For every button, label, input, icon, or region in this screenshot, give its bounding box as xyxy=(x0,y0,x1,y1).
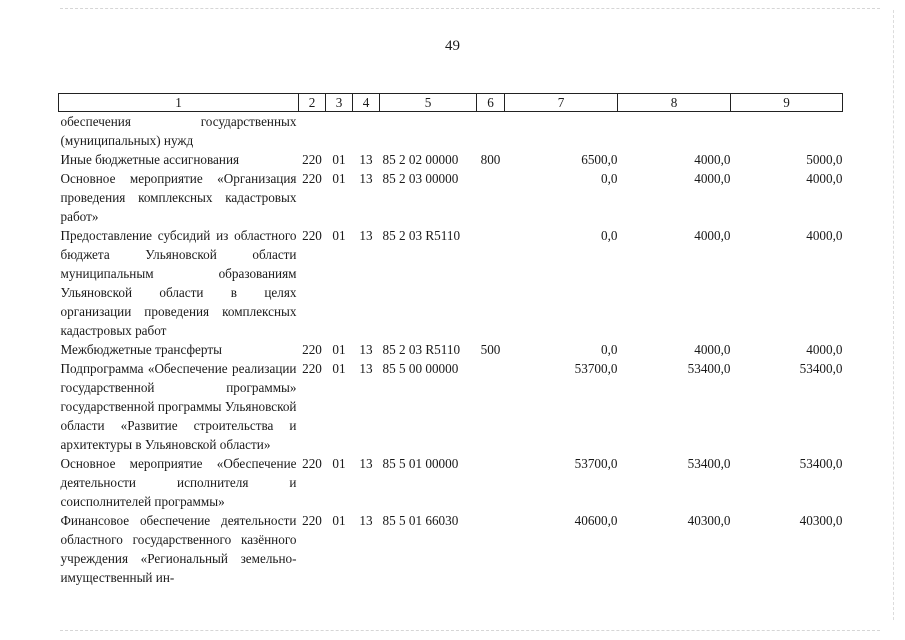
row-code-2: 220 xyxy=(302,342,322,357)
row-code-5: 85 2 03 R5110 xyxy=(382,342,461,357)
row-code-5 xyxy=(380,112,477,151)
table-row xyxy=(59,454,843,511)
header-col-5: 5 xyxy=(380,94,477,112)
header-col-8: 8 xyxy=(618,94,731,112)
row-value-7: 6500,0 xyxy=(581,152,618,167)
row-value-9: 4000,0 xyxy=(806,342,843,357)
row-code-5: 85 5 01 66030 xyxy=(382,513,459,528)
row-code-2: 220 xyxy=(302,361,322,376)
header-col-6: 6 xyxy=(477,94,505,112)
row-value-9: 5000,0 xyxy=(806,152,843,167)
row-code-4: 13 xyxy=(359,513,373,528)
table-row xyxy=(59,169,843,226)
row-code-4: 13 xyxy=(359,152,373,167)
table-row xyxy=(59,359,843,454)
table-row xyxy=(59,150,843,169)
row-code-6 xyxy=(477,454,505,511)
row-name: Межбюджетные трансферты xyxy=(60,342,222,357)
row-value-8: 40300,0 xyxy=(687,513,731,528)
table-row xyxy=(59,340,843,359)
header-col-4: 4 xyxy=(353,94,380,112)
row-name: Иные бюджетные ассигнования xyxy=(60,152,240,167)
header-col-7: 7 xyxy=(505,94,618,112)
table-row xyxy=(59,226,843,340)
row-code-3: 01 xyxy=(332,361,346,376)
scan-edge-top xyxy=(60,8,880,9)
row-value-9: 53400,0 xyxy=(799,456,843,471)
row-code-4: 13 xyxy=(359,171,373,186)
row-code-3: 01 xyxy=(332,228,346,243)
row-code-4: 13 xyxy=(359,342,373,357)
row-value-9 xyxy=(731,112,843,151)
row-code-2: 220 xyxy=(302,228,322,243)
row-code-6 xyxy=(477,226,505,340)
row-value-7: 40600,0 xyxy=(574,513,618,528)
row-name: Подпрограмма «Обеспечение реализации государственной программы» государственной программы Ульяновской области «Развитие строительства и архитектуры в Ульяновской области» xyxy=(60,361,297,452)
row-name: Основное мероприятие «Организация проведения комплексных кадастровых работ» xyxy=(60,171,297,224)
row-value-7: 0,0 xyxy=(601,171,618,186)
row-code-6: 800 xyxy=(480,152,501,167)
row-code-2: 220 xyxy=(302,171,322,186)
row-code-6 xyxy=(477,112,505,151)
row-code-2: 220 xyxy=(302,456,322,471)
scan-edge-right xyxy=(893,10,894,620)
row-value-8: 4000,0 xyxy=(694,228,731,243)
scan-edge-bottom xyxy=(60,630,880,631)
row-code-5: 85 2 02 00000 xyxy=(382,152,459,167)
row-code-3: 01 xyxy=(332,152,346,167)
row-code-5: 85 2 03 R5110 xyxy=(382,228,461,243)
row-code-2: 220 xyxy=(302,152,322,167)
row-code-3: 01 xyxy=(332,171,346,186)
row-code-4 xyxy=(353,112,380,151)
row-name: Финансовое обеспечение деятельности областного государственного казённого учреждения «Региональный земельно-имущественный ин- xyxy=(60,513,297,585)
row-value-7: 53700,0 xyxy=(574,361,618,376)
row-code-6 xyxy=(477,169,505,226)
row-code-4: 13 xyxy=(359,361,373,376)
budget-table xyxy=(58,93,843,587)
row-value-8: 53400,0 xyxy=(687,361,731,376)
row-name: Предоставление субсидий из областного бюджета Ульяновской области муниципальным образованиям Ульяновской области в целях организации проведения комплексных кадастровых работ xyxy=(60,228,297,338)
row-value-8: 4000,0 xyxy=(694,152,731,167)
row-code-3: 01 xyxy=(332,513,346,528)
row-code-2 xyxy=(299,112,326,151)
row-code-6 xyxy=(477,359,505,454)
row-code-3: 01 xyxy=(332,342,346,357)
row-code-3 xyxy=(326,112,353,151)
row-value-8: 4000,0 xyxy=(694,342,731,357)
row-code-6: 500 xyxy=(480,342,501,357)
row-value-9: 4000,0 xyxy=(806,228,843,243)
row-value-7 xyxy=(505,112,618,151)
page-number: 49 xyxy=(445,38,460,54)
row-code-4: 13 xyxy=(359,456,373,471)
row-name: обеспечения государственных (муниципальных) нужд xyxy=(60,114,297,148)
row-name: Основное мероприятие «Обеспечение деятельности исполнителя и соисполнителей программы» xyxy=(60,456,297,509)
row-value-7: 0,0 xyxy=(601,228,618,243)
row-code-5: 85 2 03 00000 xyxy=(382,171,459,186)
table-header-row xyxy=(59,94,843,112)
row-value-8: 4000,0 xyxy=(694,171,731,186)
row-value-8 xyxy=(618,112,731,151)
row-value-9: 40300,0 xyxy=(799,513,843,528)
row-value-9: 4000,0 xyxy=(806,171,843,186)
row-value-7: 0,0 xyxy=(601,342,618,357)
row-value-7: 53700,0 xyxy=(574,456,618,471)
row-value-8: 53400,0 xyxy=(687,456,731,471)
row-code-4: 13 xyxy=(359,228,373,243)
header-col-1: 1 xyxy=(59,94,299,112)
row-code-5: 85 5 00 00000 xyxy=(382,361,459,376)
table-row xyxy=(59,511,843,587)
header-col-2: 2 xyxy=(299,94,326,112)
row-code-3: 01 xyxy=(332,456,346,471)
header-col-3: 3 xyxy=(326,94,353,112)
row-code-2: 220 xyxy=(302,513,322,528)
header-col-9: 9 xyxy=(731,94,843,112)
row-value-9: 53400,0 xyxy=(799,361,843,376)
row-code-6 xyxy=(477,511,505,587)
row-code-5: 85 5 01 00000 xyxy=(382,456,459,471)
table-row xyxy=(59,112,843,151)
